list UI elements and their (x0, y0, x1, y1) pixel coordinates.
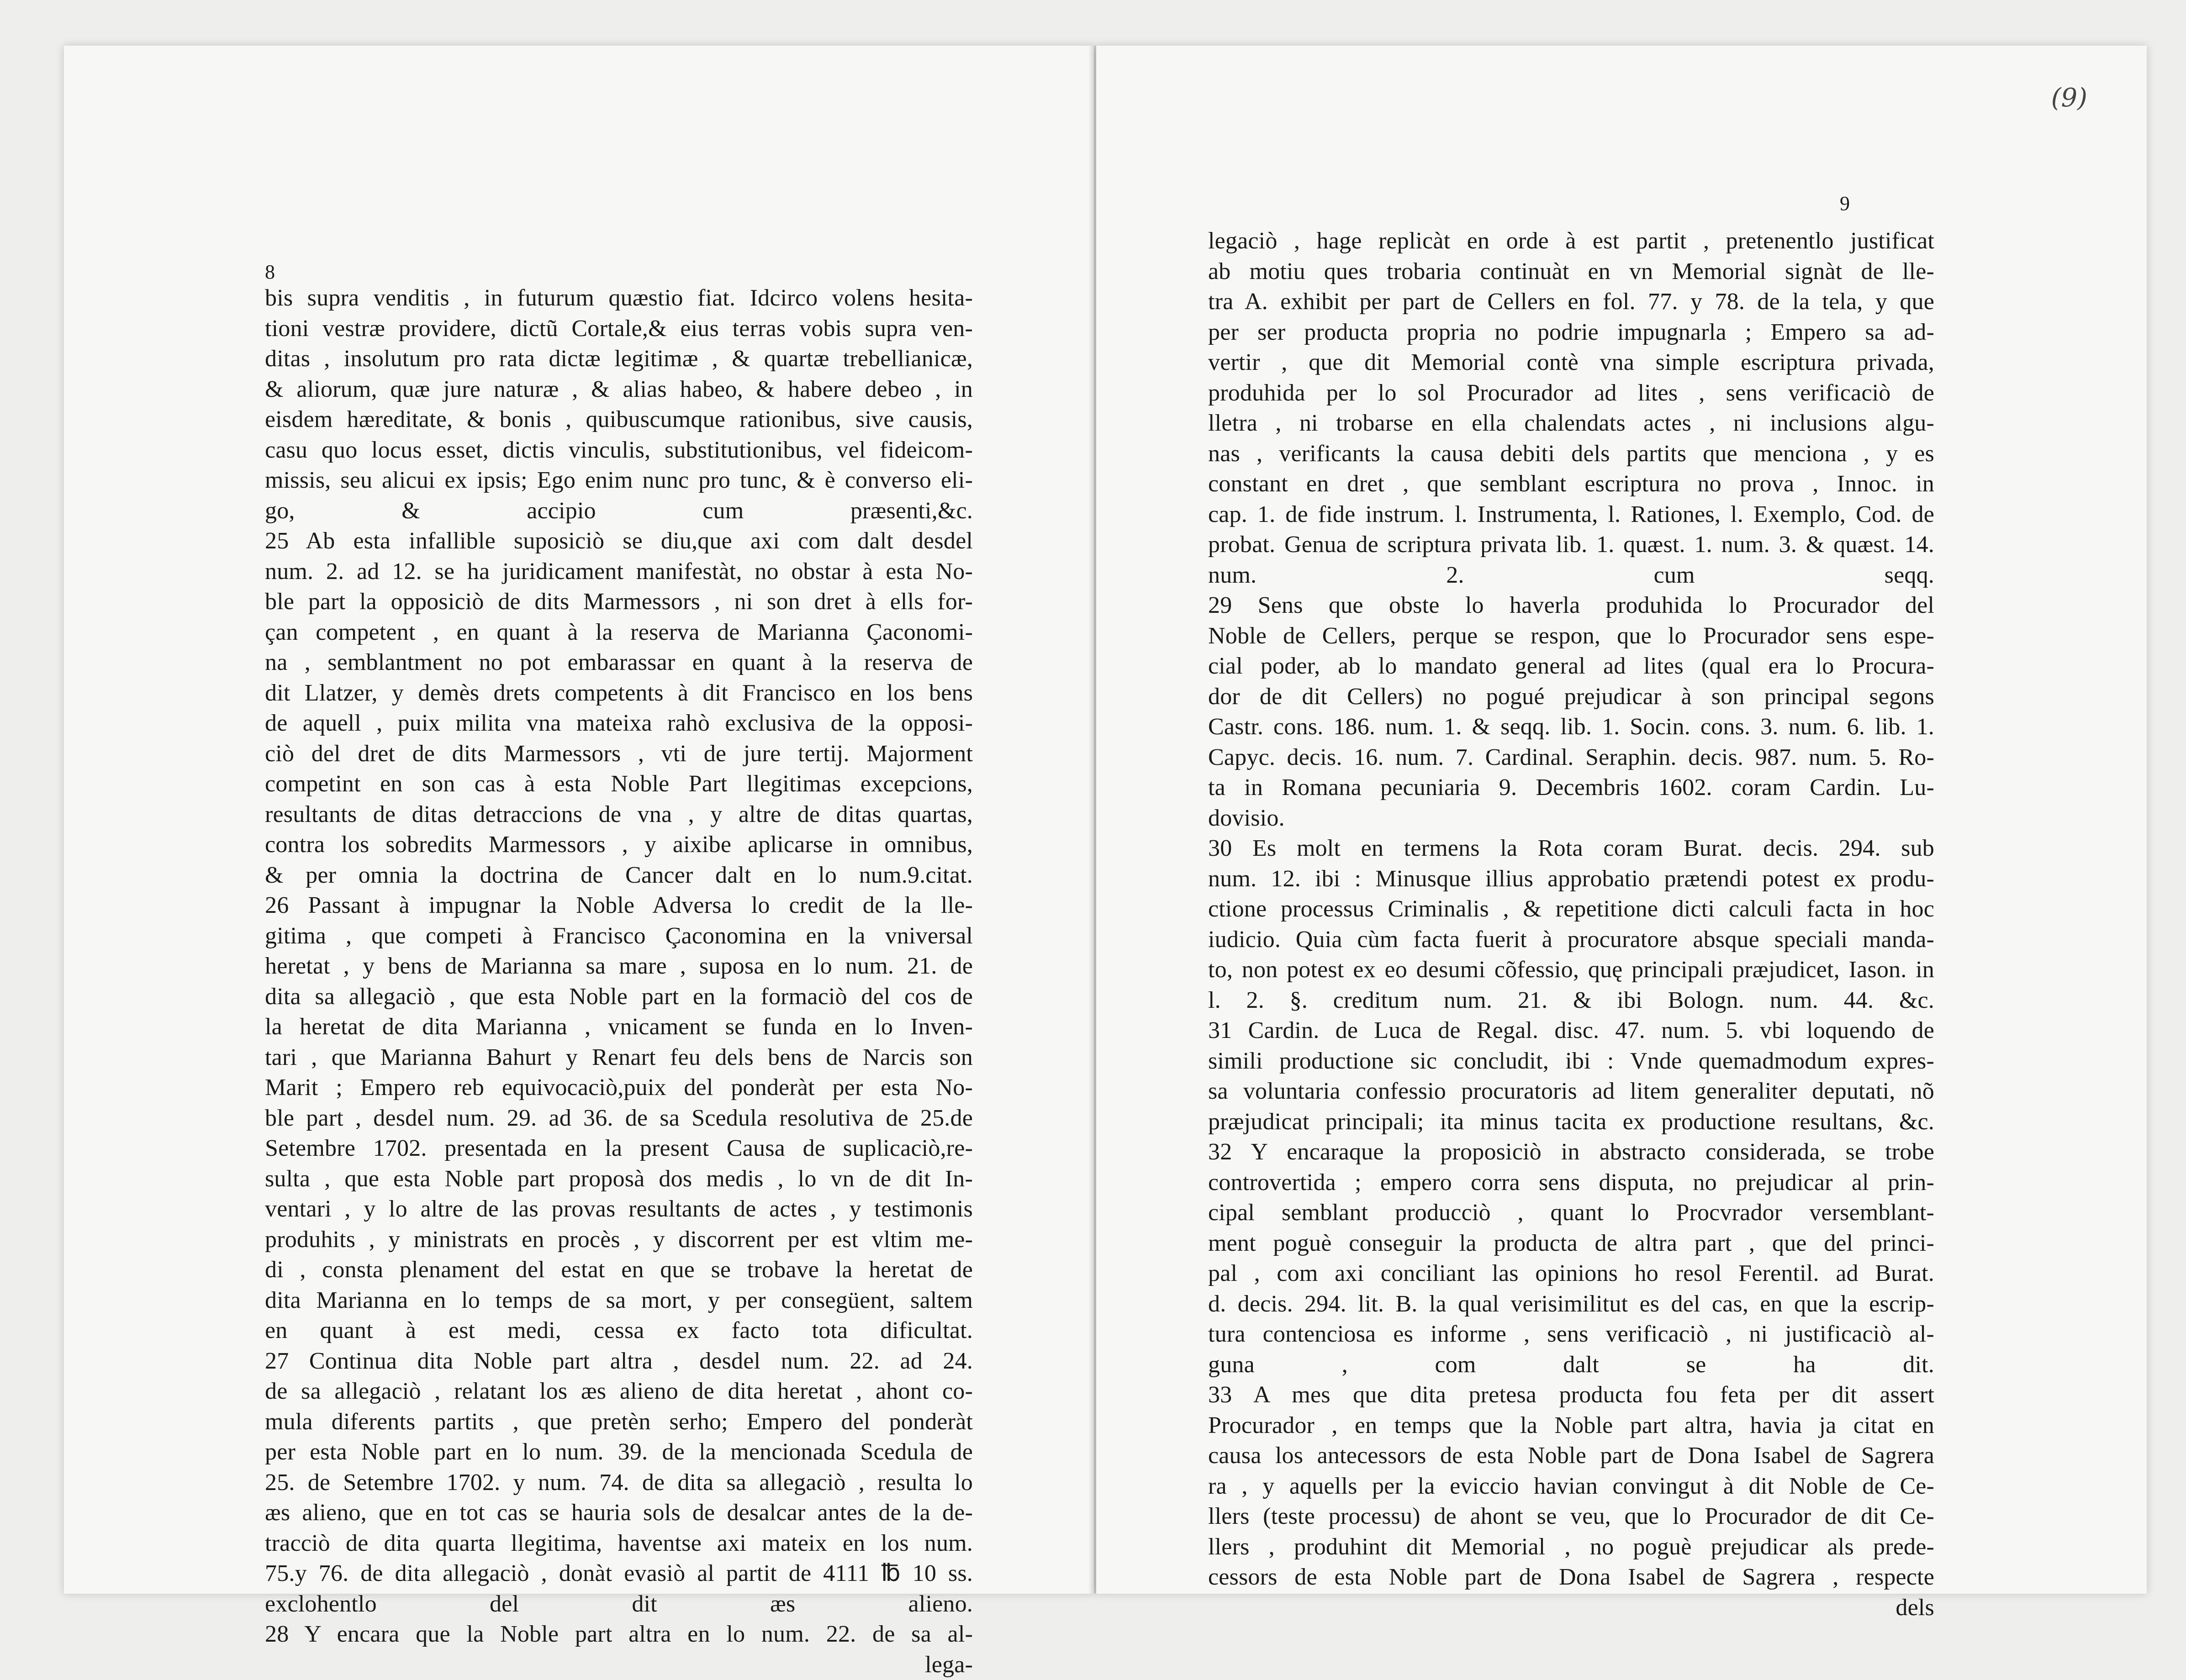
catchword: dels (1208, 1593, 1934, 1623)
catchword: lega- (265, 1650, 973, 1680)
text-line: ditas , insolutum pro rata dictæ legitimæ , & quartæ trebellianicæ, (265, 344, 973, 374)
text-line: iudicio. Quia cùm facta fuerit à procuratore absque speciali manda- (1208, 925, 1934, 955)
text-line: 30 Es molt en termens la Rota coram Burat. decis. 294. sub (1208, 833, 1934, 864)
text-line: 28 Y encara que la Noble part altra en lo num. 22. de sa al- (265, 1619, 973, 1650)
text-line: de aquell , puix milita vna mateixa rahò exclusiva de la opposi- (265, 708, 973, 739)
left-page-text (265, 283, 973, 1680)
text-line: dita Marianna en lo temps de sa mort, y per consegüent, saltem (265, 1285, 973, 1316)
text-line: num. 2. ad 12. se ha juridicament manifestàt, no obstar à esta No- (265, 557, 973, 587)
text-line: produhida per lo sol Procurador ad lites , sens verificaciò de (1208, 378, 1934, 409)
text-line: num. 2. cum seqq. (1208, 560, 1934, 591)
text-line: ventari , y lo altre de las provas resultants de actes , y testimonis (265, 1194, 973, 1225)
text-line: num. 12. ibi : Minusque illius approbatio prætendi potest ex produ- (1208, 864, 1934, 895)
text-line: dita sa allegaciò , que esta Noble part en la formaciò del cos de (265, 982, 973, 1012)
text-line: llers (teste processu) de ahont se veu, que lo Procurador de dit Ce- (1208, 1501, 1934, 1532)
text-line: cap. 1. de fide instrum. l. Instrumenta, l. Rationes, l. Exemplo, Cod. de (1208, 500, 1934, 530)
text-line: præjudicat principali; ita minus tacita ex productione resultans, &c. (1208, 1107, 1934, 1138)
text-line: sa voluntaria confessio procuratoris ad litem generaliter deputati, nõ (1208, 1076, 1934, 1107)
text-line: çan competent , en quant à la reserva de Marianna Çaconomi- (265, 617, 973, 648)
right-page (1096, 46, 2147, 1594)
text-line: simili productione sic concludit, ibi : Vnde quemadmodum expres- (1208, 1046, 1934, 1077)
text-line: 32 Y encaraque la proposiciò in abstracto considerada, se trobe (1208, 1137, 1934, 1168)
text-line: legaciò , hage replicàt en orde à est partit , pretenentlo justificat (1208, 226, 1934, 257)
text-line: bis supra venditis , in futurum quæstio fiat. Idcirco volens hesita- (265, 283, 973, 314)
text-line: & aliorum, quæ jure naturæ , & alias habeo, & habere debeo , in (265, 374, 973, 405)
text-line: d. decis. 294. lit. B. la qual verisimilitut es del cas, en que la escrip- (1208, 1289, 1934, 1320)
text-line: resultants de ditas detraccions de vna , y altre de ditas quartas, (265, 800, 973, 830)
text-line: probat. Genua de scriptura privata lib. 1. quæst. 1. num. 3. & quæst. 14. (1208, 530, 1934, 560)
page-number-left: 8 (265, 260, 275, 284)
text-line: na , semblantment no pot embarassar en quant à la reserva de (265, 648, 973, 678)
page-number-right: 9 (1840, 192, 1850, 215)
text-line: Castr. cons. 186. num. 1. & seqq. lib. 1. Socin. cons. 3. num. 6. lib. 1. (1208, 712, 1934, 743)
text-line: Capyc. decis. 16. num. 7. Cardinal. Seraphin. decis. 987. num. 5. Ro- (1208, 743, 1934, 773)
text-line: lletra , ni trobarse en ella chalendats actes , ni inclusions algu- (1208, 408, 1934, 439)
text-line: per esta Noble part en lo num. 39. de la mencionada Scedula de (265, 1437, 973, 1468)
text-line: en quant à est medi, cessa ex facto tota dificultat. (265, 1316, 973, 1346)
text-line: go, & accipio cum præsenti,&c. (265, 496, 973, 527)
text-line: constant en dret , que semblant escriptura no prova , Innoc. in (1208, 469, 1934, 500)
text-line: 25. de Setembre 1702. y num. 74. de dita sa allegaciò , resulta lo (265, 1468, 973, 1498)
text-line: Setembre 1702. presentada en la present Causa de suplicaciò,re- (265, 1133, 973, 1164)
text-line: per ser producta propria no podrie impugnarla ; Empero sa ad- (1208, 317, 1934, 348)
text-line: causa los antecessors de esta Noble part de Dona Isabel de Sagrera (1208, 1441, 1934, 1471)
text-line: 75.y 76. de dita allegaciò , donàt evasiò al partit de 4111 ℔ 10 ss. (265, 1559, 973, 1589)
text-line: cipal semblant producciò , quant lo Procvrador versemblant- (1208, 1198, 1934, 1228)
text-line: 31 Cardin. de Luca de Regal. disc. 47. num. 5. vbi loquendo de (1208, 1016, 1934, 1046)
text-line: ble part la opposiciò de dits Marmessors , ni son dret à ells for- (265, 587, 973, 617)
text-line: llers , produhint dit Memorial , no poguè prejudicar als prede- (1208, 1532, 1934, 1563)
text-line: l. 2. §. creditum num. 21. & ibi Bologn. num. 44. &c. (1208, 985, 1934, 1016)
text-line: tari , que Marianna Bahurt y Renart feu dels bens de Narcis son (265, 1043, 973, 1073)
text-line: exclohentlo del dit æs alieno. (265, 1589, 973, 1620)
text-line: ab motiu ques trobaria continuàt en vn Memorial signàt de lle- (1208, 257, 1934, 287)
text-line: contra los sobredits Marmessors , y aixibe aplicarse in omnibus, (265, 830, 973, 860)
text-line: dovisio. (1208, 803, 1934, 834)
text-line: missis, seu alicui ex ipsis; Ego enim nunc pro tunc, & è converso eli- (265, 465, 973, 496)
text-line: tura contenciosa es informe , sens verificaciò , ni justificaciò al- (1208, 1319, 1934, 1350)
text-line: heretat , y bens de Marianna sa mare , suposa en lo num. 21. de (265, 951, 973, 982)
text-line: & per omnia la doctrina de Cancer dalt en lo num.9.citat. (265, 860, 973, 891)
text-line: pal , com axi conciliant las opinions ho resol Ferentil. ad Burat. (1208, 1259, 1934, 1289)
text-line: æs alieno, que en tot cas se hauria sols de desalcar antes de la de- (265, 1498, 973, 1528)
text-line: ctione processus Criminalis , & repetitione dicti calculi facta in hoc (1208, 894, 1934, 925)
text-line: 27 Continua dita Noble part altra , desdel num. 22. ad 24. (265, 1346, 973, 1377)
text-line: ciò del dret de dits Marmessors , vti de jure tertij. Majorment (265, 739, 973, 769)
text-line: dit Llatzer, y demès drets competents à dit Francisco en los bens (265, 678, 973, 709)
text-line: to, non potest ex eo desumi cõfessio, quę principali præjudicet, Iason. in (1208, 955, 1934, 985)
right-page-text (1208, 226, 1934, 1623)
text-line: sulta , que esta Noble part proposà dos medis , lo vn de dit In- (265, 1164, 973, 1195)
left-page (64, 46, 1094, 1594)
text-line: casu quo locus esset, dictis vinculis, substitutionibus, vel fideicom- (265, 435, 973, 466)
text-line: Noble de Cellers, perque se respon, que lo Procurador sens espe- (1208, 621, 1934, 652)
text-line: 25 Ab esta infallible suposiciò se diu,que axi com dalt desdel (265, 526, 973, 557)
text-line: ment poguè conseguir la producta de altra part , que del princi- (1208, 1228, 1934, 1259)
text-line: guna , com dalt se ha dit. (1208, 1350, 1934, 1380)
text-line: 29 Sens que obste lo haverla produhida lo Procurador del (1208, 590, 1934, 621)
text-line: dor de dit Cellers) no pogué prejudicar à son principal segons (1208, 682, 1934, 712)
text-line: Procurador , en temps que la Noble part altra, havia ja citat en (1208, 1411, 1934, 1441)
text-line: cessors de esta Noble part de Dona Isabel de Sagrera , respecte (1208, 1562, 1934, 1593)
text-line: vertir , que dit Memorial contè vna simple escriptura privada, (1208, 348, 1934, 378)
text-line: controvertida ; empero corra sens disputa, no prejudicar al prin- (1208, 1168, 1934, 1198)
folio-note: (9) (2051, 83, 2087, 113)
text-line: competint en son cas à esta Noble Part llegitimas excepcions, (265, 769, 973, 800)
text-line: nas , verificants la causa debiti dels partits que menciona , y es (1208, 439, 1934, 469)
text-line: di , consta plenament del estat en que se trobave la heretat de (265, 1255, 973, 1285)
text-line: ra , y aquells per la eviccio havian convingut à dit Noble de Ce- (1208, 1471, 1934, 1502)
text-line: gitima , que competi à Francisco Çaconomina en la vniversal (265, 921, 973, 952)
text-line: la heretat de dita Marianna , vnicament se funda en lo Inven- (265, 1012, 973, 1043)
text-line: ble part , desdel num. 29. ad 36. de sa Scedula resolutiva de 25.de (265, 1103, 973, 1134)
text-line: mula diferents partits , que pretèn serho; Empero del ponderàt (265, 1407, 973, 1438)
text-line: cial poder, ab lo mandato general ad lites (qual era lo Procura- (1208, 651, 1934, 682)
text-line: produhits , y ministrats en procès , y discorrent per est vltim me- (265, 1225, 973, 1255)
text-line: tioni vestræ providere, dictũ Cortale,& eius terras vobis supra ven- (265, 314, 973, 344)
text-line: eisdem hæreditate, & bonis , quibuscumque rationibus, sive causis, (265, 405, 973, 435)
text-line: tra A. exhibit per part de Cellers en fol. 77. y 78. de la tela, y que (1208, 287, 1934, 317)
text-line: tracciò de dita quarta llegitima, haventse axi mateix en los num. (265, 1528, 973, 1559)
text-line: 33 A mes que dita pretesa producta fou feta per dit assert (1208, 1380, 1934, 1411)
text-line: ta in Romana pecuniaria 9. Decembris 1602. coram Cardin. Lu- (1208, 773, 1934, 803)
text-line: Marit ; Empero reb equivocaciò,puix del ponderàt per esta No- (265, 1073, 973, 1103)
text-line: 26 Passant à impugnar la Noble Adversa lo credit de la lle- (265, 890, 973, 921)
text-line: de sa allegaciò , relatant los æs alieno de dita heretat , ahont co- (265, 1376, 973, 1407)
